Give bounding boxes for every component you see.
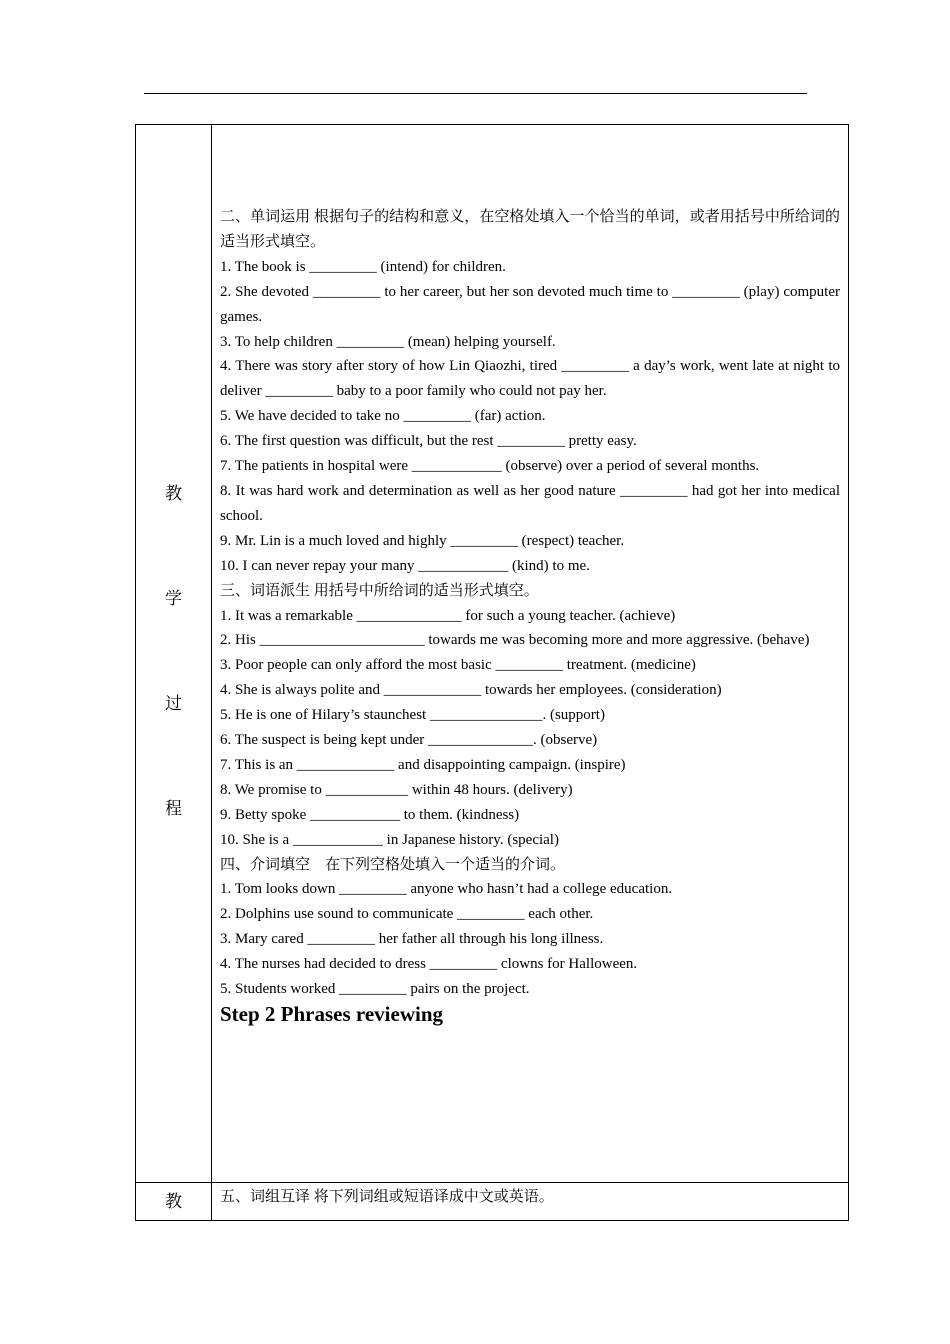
exercise-item: 10. She is a ____________ in Japanese history. (special): [220, 831, 559, 848]
column-divider: [211, 1183, 212, 1220]
section-heading: 四、介词填空 在下列空格处填入一个适当的介词。: [220, 856, 566, 873]
exercise-item: 3. Poor people can only afford the most basic _________ treatment. (medicine): [220, 657, 696, 674]
column-divider: [211, 125, 212, 1182]
exercise-item: 4. The nurses had decided to dress _________ clowns for Halloween.: [220, 956, 638, 973]
exercise-item: 1. The book is _________ (intend) for children.: [220, 258, 506, 275]
exercise-item: 2. His ______________________ towards me was becoming more and more aggressive. (behave): [220, 632, 810, 649]
exercise-item: 6. The first question was difficult, but the rest _________ pretty easy.: [220, 433, 637, 450]
exercise-item: 10. I can never repay your many ____________ (kind) to me.: [220, 557, 590, 574]
exercise-item: 7. The patients in hospital were ____________ (observe) over a period of several months.: [220, 458, 760, 475]
exercise-item: 5. Students worked _________ pairs on the project.: [220, 981, 530, 998]
side-label-char: 学: [165, 589, 182, 608]
lesson-table: [135, 124, 849, 1221]
exercise-item: 5. He is one of Hilary’s staunchest _______________. (support): [220, 707, 605, 724]
exercise-item: 7. This is an _____________ and disappointing campaign. (inspire): [220, 756, 626, 773]
exercise-item: 5. We have decided to take no _________ (far) action.: [220, 408, 546, 425]
exercise-content: [220, 205, 840, 1027]
exercise-item: 4. There was story after story of how Lin Qiaozhi, tired _________ a day’s work, went late at night to deliver _________ baby to a poor family who could not pay her.: [220, 358, 840, 400]
exercise-item: 8. We promise to ___________ within 48 hours. (delivery): [220, 781, 573, 798]
exercise-item: 9. Mr. Lin is a much loved and highly _________ (respect) teacher.: [220, 532, 625, 549]
exercise-item: 9. Betty spoke ____________ to them. (kindness): [220, 806, 520, 823]
exercise-item: 2. Dolphins use sound to communicate _________ each other.: [220, 906, 594, 923]
side-label-char: 教: [165, 1192, 182, 1211]
exercise-item: 8. It was hard work and determination as well as her good nature _________ had got her into medical school.: [220, 482, 840, 524]
side-label-char: 程: [165, 799, 182, 818]
step-title: Step 2 Phrases reviewing: [220, 1002, 444, 1026]
exercise-item: 3. Mary cared _________ her father all through his long illness.: [220, 931, 604, 948]
exercise-item: 6. The suspect is being kept under ______________. (observe): [220, 732, 598, 749]
header-rule: [144, 93, 807, 94]
exercise-item: 2. She devoted _________ to her career, but her son devoted much time to _________ (play) computer games.: [220, 283, 840, 325]
section-heading: 二、单词运用 根据句子的结构和意义，在空格处填入一个恰当的单词，或者用括号中所给词的适当形式填空。: [220, 209, 840, 250]
next-section-row: [136, 1183, 848, 1220]
exercise-item: 1. Tom looks down _________ anyone who hasn’t had a college education.: [220, 881, 673, 898]
exercise-item: 4. She is always polite and _____________ towards her employees. (consideration): [220, 682, 722, 699]
section-heading: 五、词组互译 将下列词组或短语译成中文或英语。: [220, 1189, 554, 1205]
exercise-item: 3. To help children _________ (mean) helping yourself.: [220, 333, 556, 350]
section-heading: 三、词语派生 用括号中所给词的适当形式填空。: [220, 582, 539, 599]
exercise-item: 1. It was a remarkable ______________ for such a young teacher. (achieve): [220, 607, 676, 624]
side-label-char: 教: [165, 484, 182, 503]
teaching-process-row: [136, 125, 848, 1183]
side-label-char: 过: [165, 694, 182, 713]
